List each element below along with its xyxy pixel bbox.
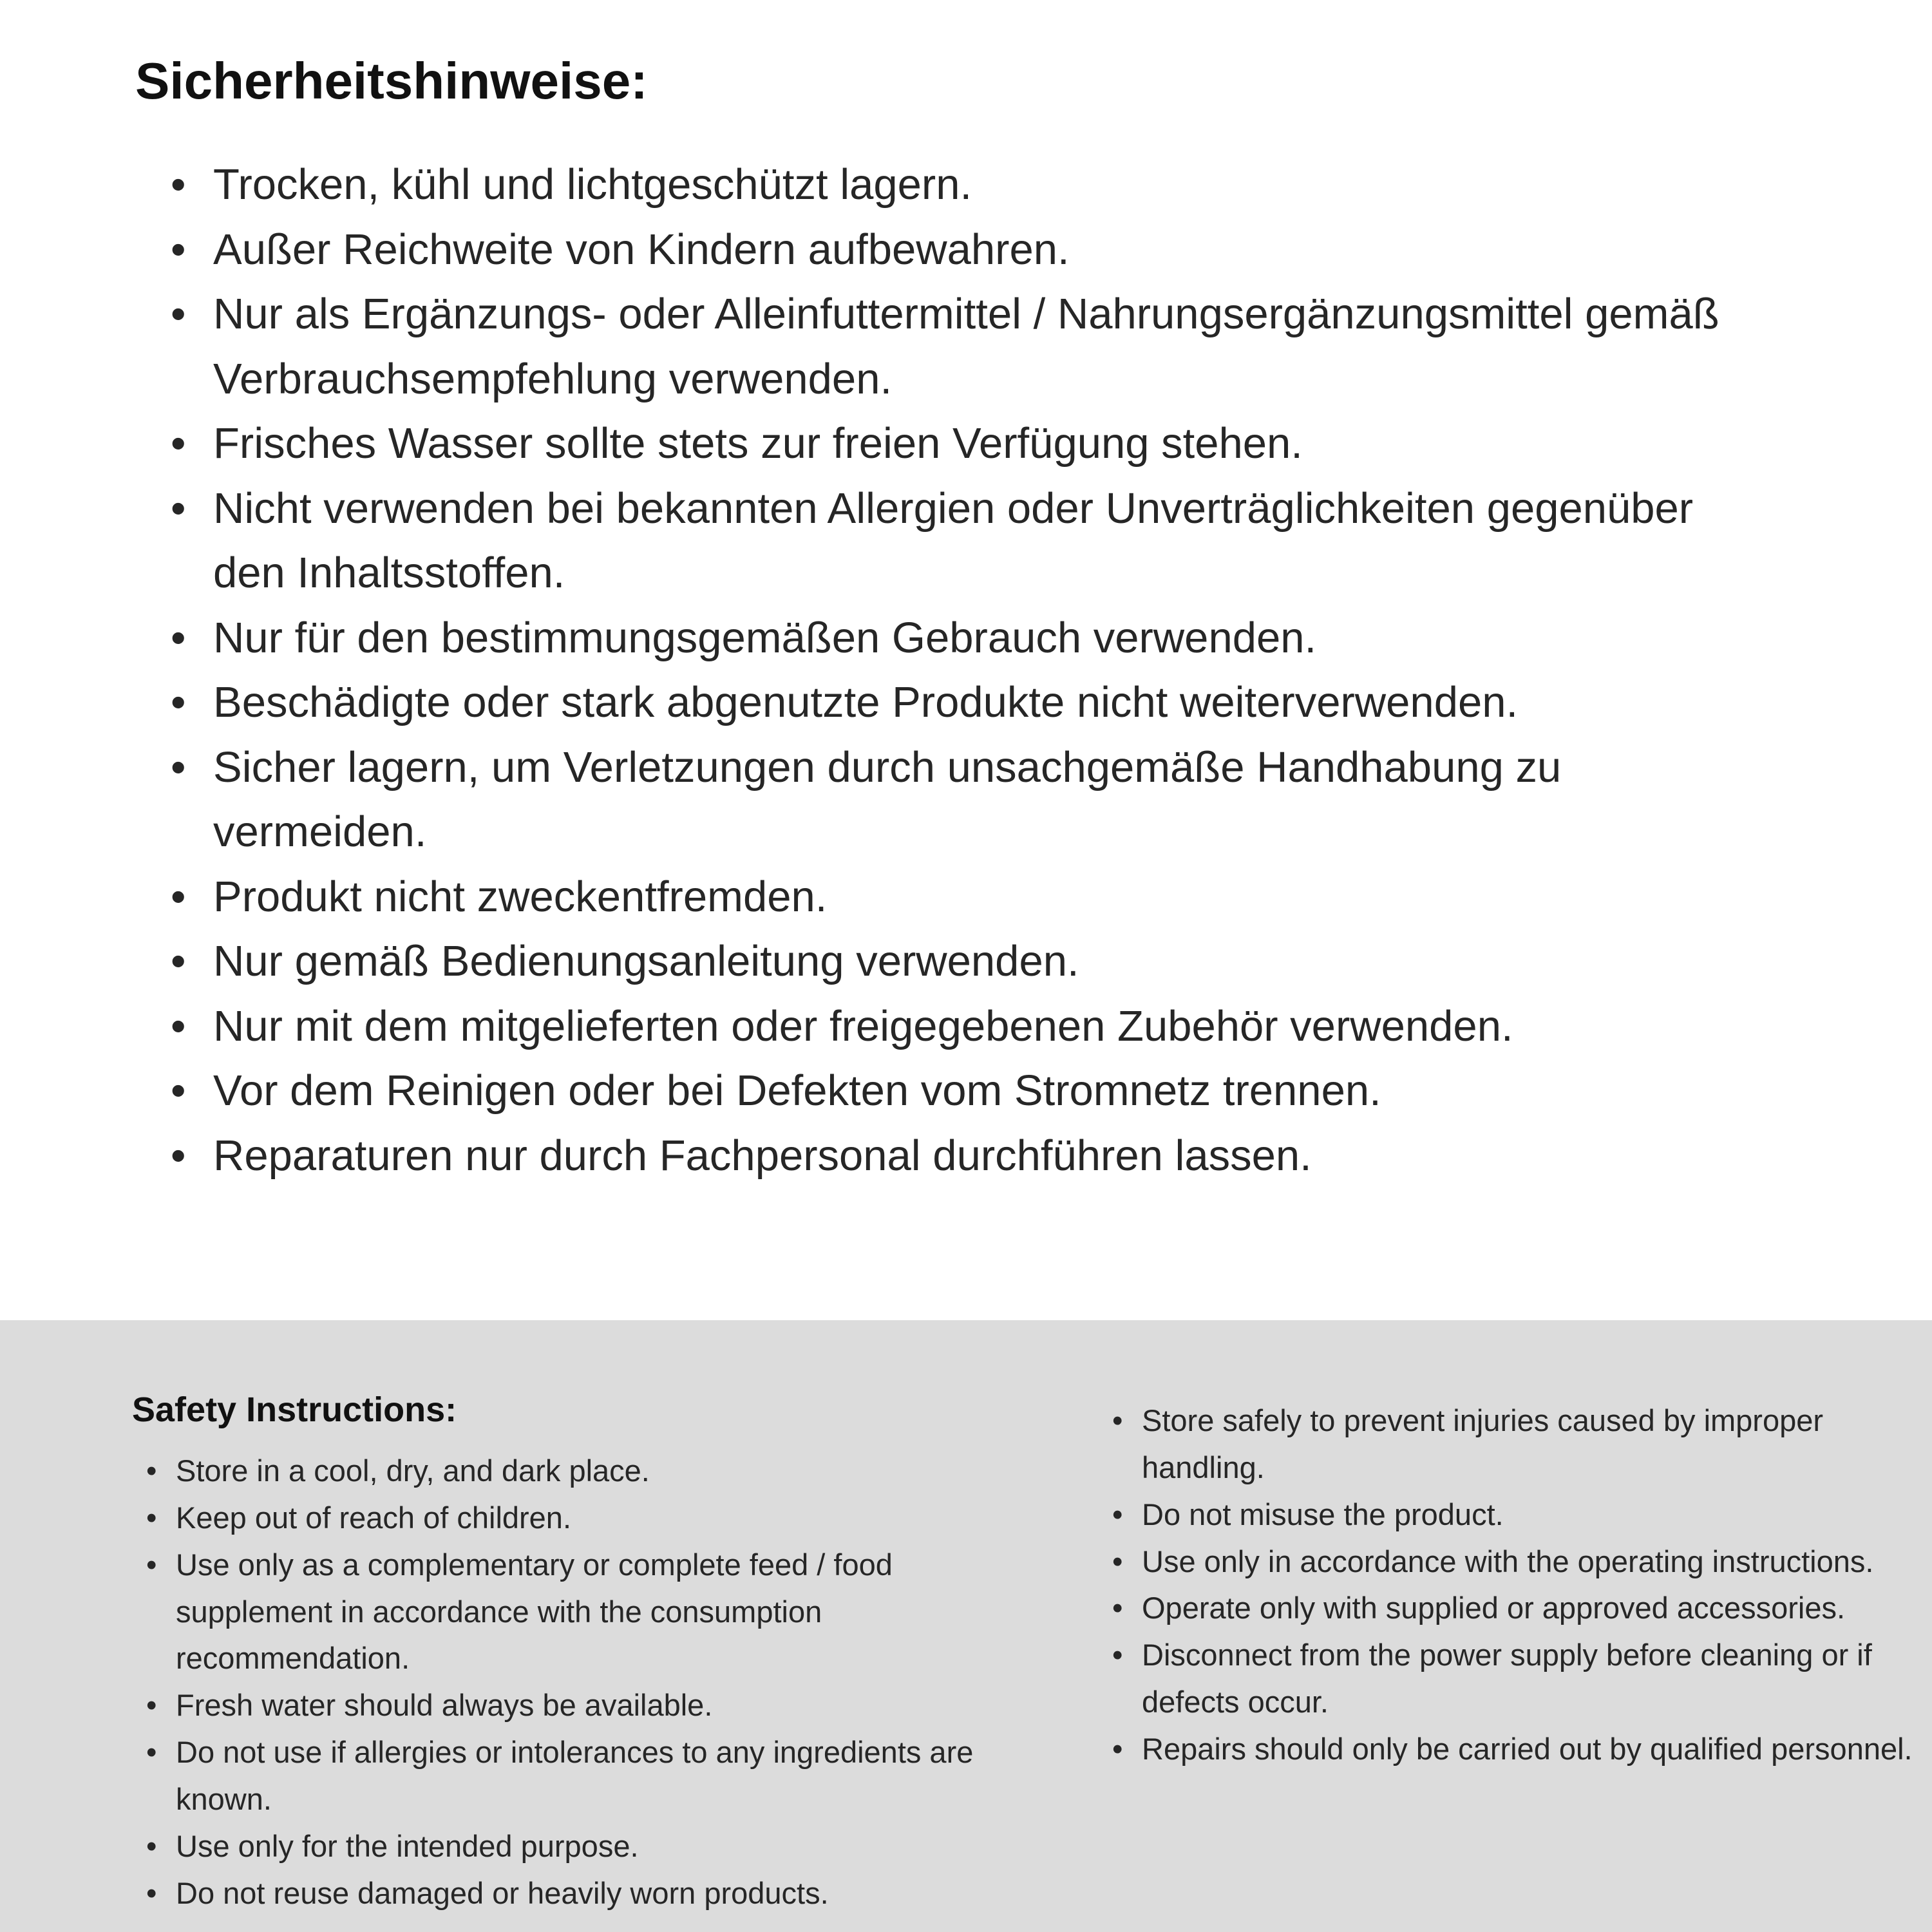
list-item: • Use only in accordance with the operating instructions.: [1112, 1539, 1929, 1586]
list-item: • Nur für den bestimmungsgemäßen Gebrauch verwenden.: [171, 606, 1745, 671]
list-item: • Beschädigte oder stark abgenutzte Produkte nicht weiterverwenden.: [171, 670, 1745, 735]
list-item: • Außer Reichweite von Kindern aufbewahren.: [171, 218, 1745, 283]
english-left-column: [132, 1390, 1014, 1932]
english-section-title: Safety Instructions:: [132, 1390, 457, 1429]
list-item: • Vor dem Reinigen oder bei Defekten vom Stromnetz trennen.: [171, 1059, 1745, 1124]
list-item: • Do not reuse damaged or heavily worn products.: [146, 1870, 1014, 1917]
list-item: • Do not misuse the product.: [1112, 1492, 1929, 1539]
list-item: • Produkt nicht zweckentfremden.: [171, 865, 1745, 930]
list-item: • Trocken, kühl und lichtgeschützt lagern.: [171, 153, 1745, 218]
list-item: • Repairs should only be carried out by qualified personnel.: [1112, 1726, 1929, 1773]
list-item: • Nur gemäß Bedienungsanleitung verwenden.: [171, 929, 1745, 994]
list-item: • Store in a cool, dry, and dark place.: [146, 1448, 1014, 1495]
english-instruction-list-left: [132, 1448, 1014, 1917]
list-item: • Use only for the intended purpose.: [146, 1823, 1014, 1870]
english-section: [0, 1320, 1932, 1932]
english-right-column: [1098, 1390, 1929, 1932]
list-item: • Nicht verwenden bei bekannten Allergien oder Unverträglichkeiten gegenüber den Inhaltsstoffen.: [171, 477, 1745, 606]
list-item: • Do not use if allergies or intolerances to any ingredients are known.: [146, 1729, 1014, 1823]
german-instruction-list: [135, 153, 1745, 1188]
german-section-title: Sicherheitshinweise:: [135, 52, 648, 109]
list-item: • Nur als Ergänzungs- oder Alleinfuttermittel / Nahrungsergänzungsmittel gemäß Verbrauchsempfehlung verwenden.: [171, 282, 1745, 412]
list-item: • Disconnect from the power supply before cleaning or if defects occur.: [1112, 1632, 1929, 1726]
list-item: • Store safely to prevent injuries caused by improper handling.: [1112, 1397, 1929, 1492]
list-item: • Frisches Wasser sollte stets zur freien Verfügung stehen.: [171, 412, 1745, 477]
list-item: • Keep out of reach of children.: [146, 1495, 1014, 1542]
list-item: • Fresh water should always be available.: [146, 1682, 1014, 1729]
list-item: • Reparaturen nur durch Fachpersonal durchführen lassen.: [171, 1124, 1745, 1189]
list-item: • Sicher lagern, um Verletzungen durch unsachgemäße Handhabung zu vermeiden.: [171, 735, 1745, 865]
list-item: • Operate only with supplied or approved accessories.: [1112, 1585, 1929, 1632]
english-instruction-list-right: [1098, 1397, 1929, 1773]
list-item: • Nur mit dem mitgelieferten oder freigegebenen Zubehör verwenden.: [171, 994, 1745, 1059]
list-item: • Use only as a complementary or complete feed / food supplement in accordance with the consumption recommendation.: [146, 1542, 1014, 1683]
